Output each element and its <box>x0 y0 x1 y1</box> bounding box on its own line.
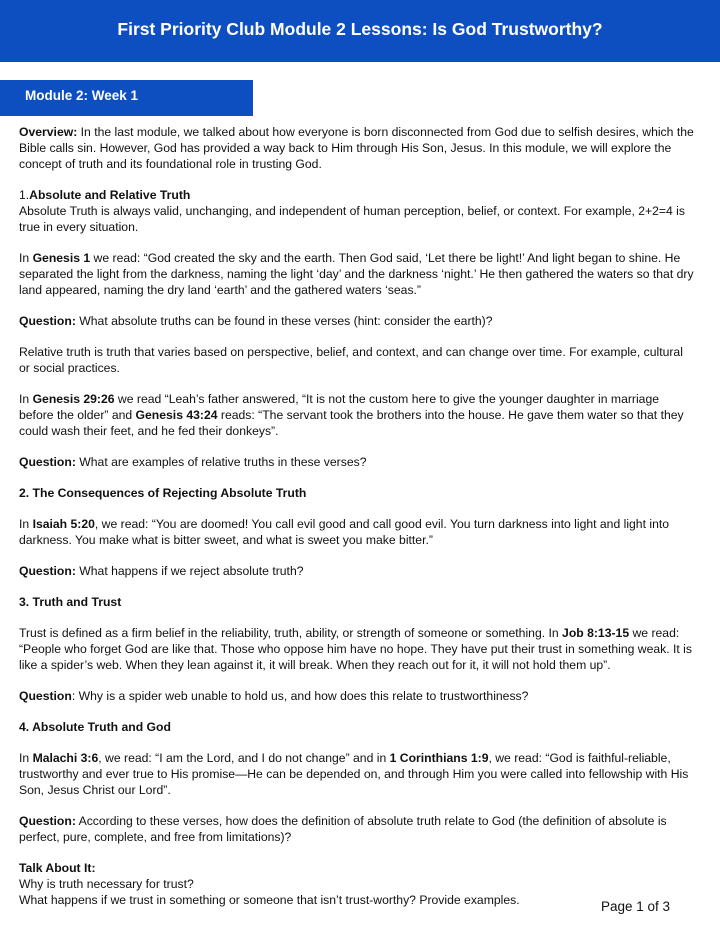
isaiah-text: , we read: “You are doomed! You call evil good and call good evil. You turn darkness into light and light into darkness. You make what is bitter sweet, and what is sweet you make bitter.” <box>19 517 670 547</box>
question-label: Question: <box>19 455 76 469</box>
section3-heading <box>19 594 695 610</box>
section1-heading <box>19 187 695 203</box>
section4-heading-text: 4. Absolute Truth and God <box>19 720 171 734</box>
module-tab <box>0 80 253 116</box>
corinthians-ref: 1 Corinthians 1:9 <box>389 751 489 765</box>
module-label: Module 2: Week 1 <box>25 88 139 103</box>
job-paragraph <box>19 625 695 673</box>
genesis29-mid: we read “Leah’s father answered, “It is not the custom here to give the younger daughter in marriage before the older” and <box>19 392 660 422</box>
question-label: Question: <box>19 814 76 828</box>
section1-number: 1. <box>19 188 30 202</box>
question-text: What absolute truths can be found in these verses (hint: consider the earth)? <box>75 314 493 328</box>
talk-about-it-line2: What happens if we trust in something or someone that isn’t trust-worthy? Provide examples. <box>19 893 520 907</box>
question-text: What are examples of relative truths in these verses? <box>75 455 367 469</box>
isaiah-paragraph <box>19 516 695 548</box>
genesis29-pre: In <box>19 392 33 406</box>
genesis43-text: reads: “The servant took the brothers into the house. He gave them water so that they could wash their feet, and he fed their donkeys”. <box>19 408 684 438</box>
malachi-ref: Malachi 3:6 <box>32 751 99 765</box>
isaiah-pre: In <box>19 517 33 531</box>
question-label: Question: <box>19 314 76 328</box>
job-ref: Job 8:13-15 <box>562 626 630 640</box>
genesis1-pre: In <box>19 251 33 265</box>
malachi-paragraph <box>19 750 695 798</box>
talk-about-it-heading-text: Talk About It: <box>19 861 96 875</box>
question-label: Question <box>19 689 72 703</box>
overview-text: In the last module, we talked about how everyone is born disconnected from God due to selfish desires, which the Bible calls sin. However, God has provided a way back to Him through His Son, Jesus. In this module, we will explore the concept of truth and its foundational role in trusting God. <box>19 125 694 171</box>
section4-heading <box>19 719 695 735</box>
malachi-pre: In <box>19 751 33 765</box>
genesis1-paragraph <box>19 250 695 298</box>
header-banner <box>0 0 720 62</box>
overview-paragraph <box>19 124 695 172</box>
job-pre: Trust is defined as a firm belief in the reliability, truth, ability, or strength of someone or something. In <box>19 626 563 640</box>
question-absolute-god <box>19 813 695 845</box>
question-text: What happens if we reject absolute truth? <box>75 564 304 578</box>
talk-about-it-heading <box>19 860 695 876</box>
genesis29-ref: Genesis 29:26 <box>32 392 115 406</box>
genesis43-ref: Genesis 43:24 <box>135 408 218 422</box>
lesson-content <box>19 124 695 908</box>
relative-truth-definition: Relative truth is truth that varies based on perspective, belief, and context, and can change over time. For example, cultural or social practices. <box>19 345 683 375</box>
isaiah-ref: Isaiah 5:20 <box>32 517 95 531</box>
talk-about-it-line1: Why is truth necessary for trust? <box>19 877 194 891</box>
malachi-mid: , we read: “I am the Lord, and I do not change” and in <box>98 751 390 765</box>
question-spider-web <box>19 688 695 704</box>
job-text: we read: “People who forget God are like that. Those who oppose him have no hope. They have put their trust in something weak. It is like a spider’s web. When they lean against it, it will break. When they reach out for it, it will not hold them up”. <box>19 626 692 672</box>
section1-heading-text: Absolute and Relative Truth <box>29 188 191 202</box>
question-relative-truths <box>19 454 695 470</box>
question-text: : Why is a spider web unable to hold us, and how does this relate to trustworthiness? <box>71 689 529 703</box>
page-number: Page 1 of 3 <box>601 899 671 914</box>
section2-heading <box>19 485 695 501</box>
corinthians-text: , we read: “God is faithful-reliable, trustworthy and ever true to His promise—He can be depended on, and through Him you were called into fellowship with His Son, Jesus Christ our Lord”. <box>19 751 689 797</box>
genesis29-paragraph <box>19 391 695 439</box>
question-absolute-truths <box>19 313 695 329</box>
section3-heading-text: 3. Truth and Trust <box>19 595 122 609</box>
question-text: According to these verses, how does the definition of absolute truth relate to God (the definition of absolute is perfect, pure, complete, and free from limitations)? <box>19 814 667 844</box>
absolute-truth-definition: Absolute Truth is always valid, unchanging, and independent of human perception, belief, or context. For example, 2+2=4 is true in every situation. <box>19 204 685 234</box>
genesis1-ref: Genesis 1 <box>32 251 91 265</box>
overview-label: Overview: <box>19 125 78 139</box>
page-title: First Priority Club Module 2 Lessons: Is God Trustworthy? <box>117 19 603 39</box>
question-reject-truth <box>19 563 695 579</box>
question-label: Question: <box>19 564 76 578</box>
section2-heading-text: 2. The Consequences of Rejecting Absolute Truth <box>19 486 307 500</box>
genesis1-text: we read: “God created the sky and the earth. Then God said, ‘Let there be light!’ And light began to shine. He separated the light from the darkness, naming the light ‘day’ and the darkness ‘night.’ He then gathered the waters so that dry land appeared, naming the dry land ‘earth’ and the gathered waters ‘seas.” <box>19 251 694 297</box>
